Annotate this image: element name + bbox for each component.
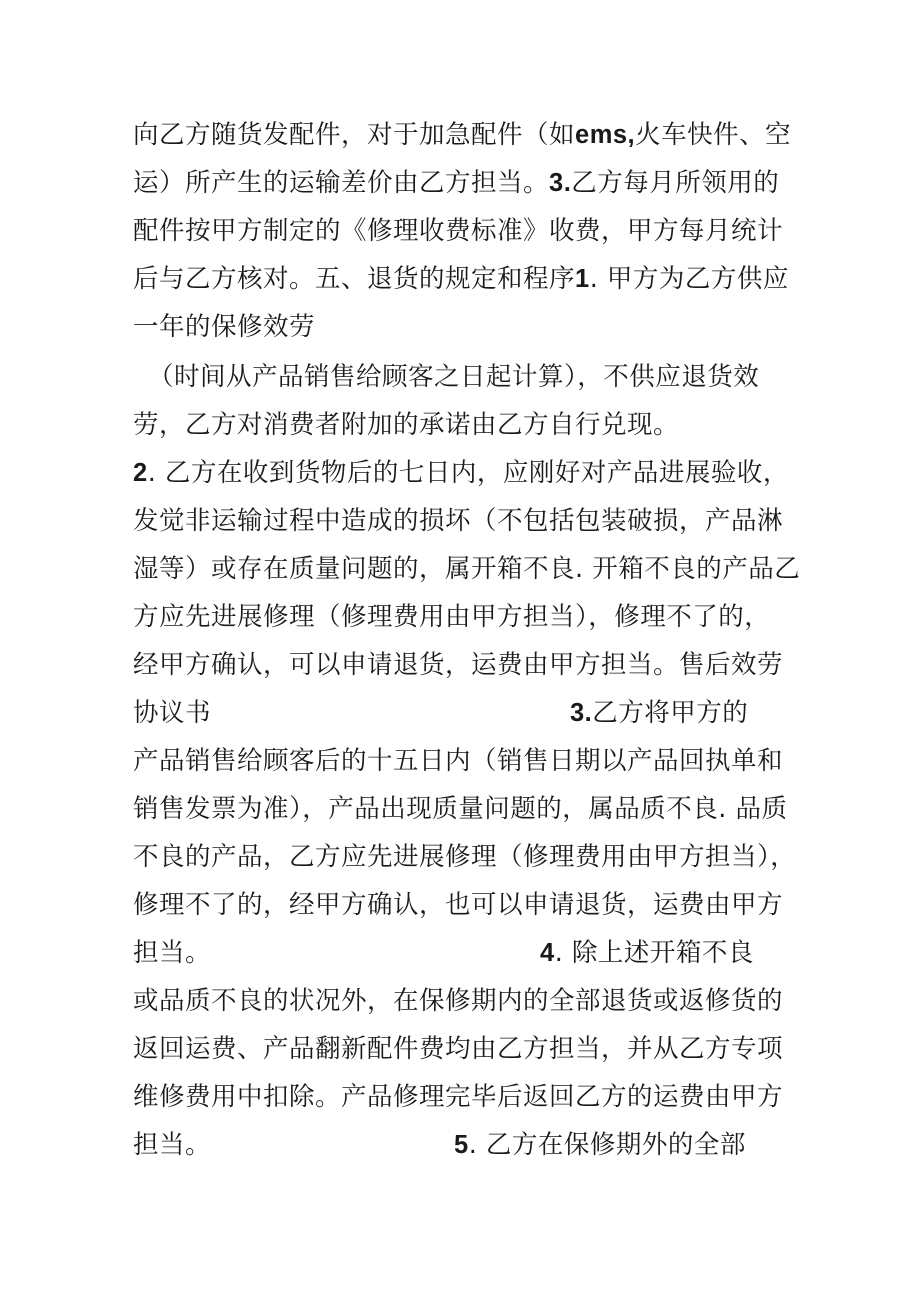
text-line-17: 修理不了的，经甲方确认，也可以申请退货，运费由甲方 [133,890,784,920]
item-5-start: 5. 乙方在保修期外的全部 [454,1130,746,1160]
text-line-2: 运）所产生的运输差价由乙方担当。3.乙方每月所领用的 [133,168,780,198]
text-line-15: 销售发票为准），产品出现质量问题的，属品质不良. 品质 [133,794,788,824]
text-line-8: 2. 乙方在收到货物后的七日内，应刚好对产品进展验收， [133,458,789,488]
text-line-14: 产品销售给顾客后的十五日内（销售日期以产品回执单和 [133,746,784,776]
text-line-1: 向乙方随货发配件，对于加急配件（如ems,火车快件、空 [133,120,792,150]
item-3-start: 3.乙方将甲方的 [570,698,749,728]
text-line-3: 配件按甲方制定的《修理收费标准》收费，甲方每月统计 [133,216,784,246]
text-line-5: 一年的保修效劳 [133,312,316,342]
text-line-10: 湿等）或存在质量问题的，属开箱不良. 开箱不良的产品乙 [133,554,801,584]
text-line-11: 方应先进展修理（修理费用由甲方担当），修理不了的， [133,602,771,632]
text-line-16: 不良的产品，乙方应先进展修理（修理费用由甲方担当）， [133,842,797,872]
text-line-20: 返回运费、产品翻新配件费均由乙方担当，并从乙方专项 [133,1034,784,1064]
text-line-9: 发觉非运输过程中造成的损坏（不包括包装破损，产品淋 [133,506,784,536]
text-line-22: 担当。 5. 乙方在保修期外的全部 [133,1130,746,1160]
text-line-6: （时间从产品销售给顾客之日起计算），不供应退货效 [148,362,760,392]
item-4-start: 4. 除上述开箱不良 [540,938,754,968]
text-line-19: 或品质不良的状况外，在保修期内的全部退货或返修货的 [133,986,784,1016]
text-line-7: 劳，乙方对消费者附加的承诺由乙方自行兑现。 [133,410,680,440]
text-line-13: 协议书 3.乙方将甲方的 [133,698,749,728]
text-line-18: 担当。 4. 除上述开箱不良 [133,938,754,968]
text-line-21: 维修费用中扣除。产品修理完毕后返回乙方的运费由甲方 [133,1082,784,1112]
text-line-12: 经甲方确认，可以申请退货，运费由甲方担当。售后效劳 [133,650,784,680]
text-line-4: 后与乙方核对。五、退货的规定和程序1. 甲方为乙方供应 [133,264,789,294]
